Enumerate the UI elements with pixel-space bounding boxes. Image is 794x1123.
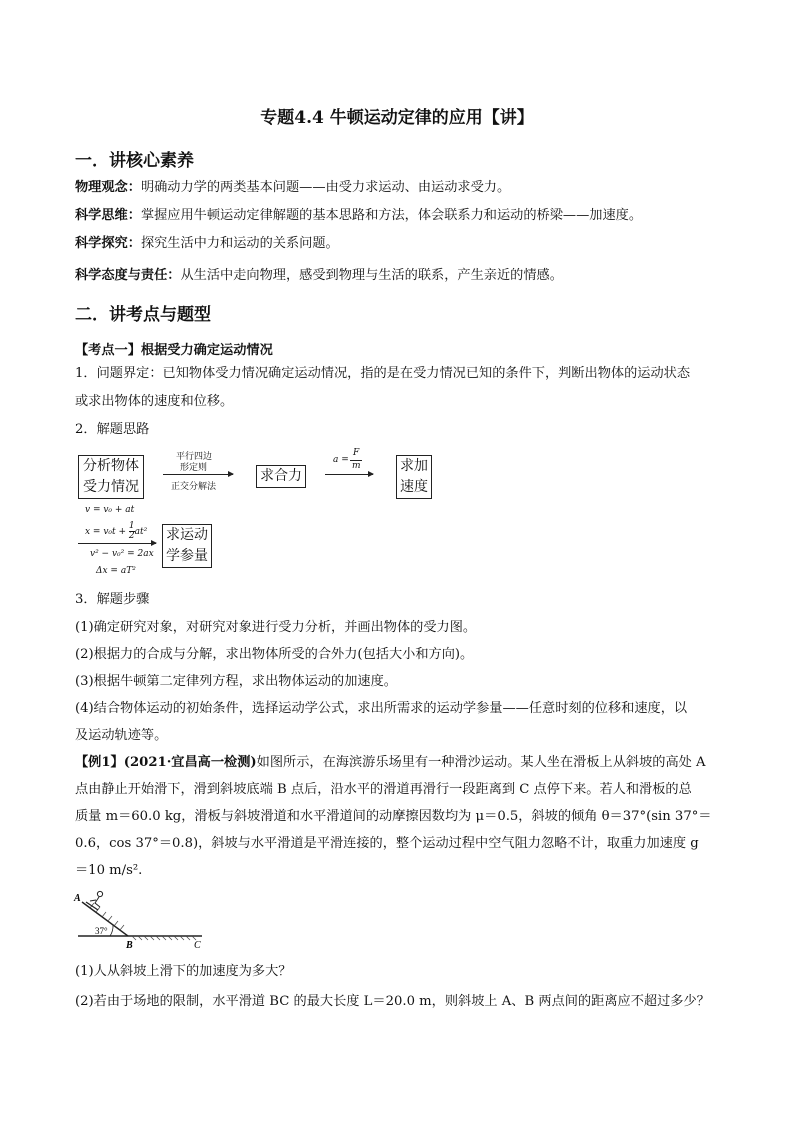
core-item-text: 探究生活中力和运动的关系问题。 — [140, 236, 339, 251]
question-line: (1)人从斜坡上滑下的加速度为多大？ — [75, 964, 292, 979]
example-line — [75, 753, 725, 773]
flow-arrow — [78, 543, 156, 544]
formula-line: v² − v₀² = 2ax — [90, 549, 154, 559]
example-line: 质量 m＝60.0 kg，滑板与斜坡滑道和水平滑道间的动摩擦因数均为 μ＝0.5，斜坡的倾角 θ＝37°(sin 37°＝ — [75, 809, 712, 824]
formula-line: v = v₀ + at — [85, 505, 135, 515]
arrow-label: 正交分解法 — [171, 482, 217, 492]
core-item-label: 科学思维： — [75, 208, 141, 223]
formula-line: Δx = aT² — [96, 566, 136, 576]
core-item-text: 掌握应用牛顿运动定律解题的基本思路和方法，体会联系力和运动的桥梁——加速度。 — [140, 208, 643, 223]
flow-box-text: 分析物体 — [83, 458, 139, 474]
label-b: B — [126, 940, 133, 950]
example-tag: 【例1】 — [75, 755, 124, 770]
arrow-label: 形定则 — [180, 463, 208, 473]
example-source: (2021·宜昌高一检测) — [123, 755, 257, 770]
flow-arrow — [163, 474, 233, 475]
flow-box-text: 受力情况 — [83, 479, 139, 495]
flow-box-text: 求合力 — [260, 468, 302, 484]
step-line: (1)确定研究对象，对研究对象进行受力分析，并画出物体的受力图。 — [75, 620, 477, 635]
flow-box-text: 学参量 — [166, 548, 208, 564]
formula-part: at² — [134, 527, 148, 537]
step-line: (4)结合物体运动的初始条件，选择运动学公式，求出所需求的运动学参量——任意时刻的位移和速度，以 — [75, 701, 688, 716]
flow-box-text: 求运动 — [166, 527, 208, 543]
step-line: 及运动轨迹等。 — [75, 728, 168, 743]
formula-symbol: a — [333, 455, 339, 465]
core-item-2 — [75, 206, 725, 226]
label-a: A — [74, 893, 81, 904]
fraction-denominator: 2 — [128, 531, 135, 541]
label-c: C — [194, 940, 201, 950]
core-item-1 — [75, 178, 725, 198]
core-item-label: 物理观念： — [75, 180, 141, 195]
formula-part: x = v₀t + — [85, 527, 129, 537]
flow-box-text: 求加 — [400, 458, 428, 474]
flow-box-analyze — [78, 455, 144, 499]
angle-label: 37° — [95, 926, 108, 936]
example-text: 如图所示，在海滨游乐场里有一种滑沙运动。某人坐在滑板上从斜坡的高处 A — [256, 755, 706, 770]
paragraph-line: 1．问题界定：已知物体受力情况确定运动情况，指的是在受力情况已知的条件下，判断出物体的运动状态 — [75, 366, 691, 381]
formula-line — [85, 522, 147, 541]
example-line: 0.6，cos 37°＝0.8)，斜坡与水平滑道是平滑连接的，整个运动过程中空气阻力忽略不计，取重力加速度 g — [75, 836, 699, 851]
step-line: (3)根据牛顿第二定律列方程，求出物体运动的加速度。 — [75, 674, 397, 689]
core-item-4 — [75, 266, 725, 286]
core-item-text: 明确动力学的两类基本问题——由受力求运动、由运动求受力。 — [140, 180, 511, 195]
kaodian-heading: 【考点一】根据受力确定运动情况 — [75, 343, 273, 358]
section-heading-1: 一．讲核心素养 — [75, 151, 194, 171]
example-line: 点由静止开始滑下，滑到斜坡底端 B 点后，沿水平的滑道再滑行一段距离到 C 点停下来。若人和滑板的总 — [75, 782, 692, 797]
flow-box-kinematics — [162, 524, 212, 568]
example-line: ＝10 m/s². — [75, 863, 143, 878]
page-title: 专题4.4 牛顿运动定律的应用【讲】 — [260, 108, 534, 128]
angle-arc — [110, 925, 113, 936]
flow-box-net-force — [256, 465, 306, 488]
core-item-label: 科学态度与责任： — [75, 268, 181, 283]
fraction-numerator: 1 — [128, 521, 135, 531]
core-item-3 — [75, 234, 725, 254]
core-item-text: 从生活中走向物理，感受到物理与生活的联系，产生亲近的情感。 — [180, 268, 563, 283]
arrow-label — [333, 455, 349, 465]
paragraph-line: 或求出物体的速度和位移。 — [75, 394, 234, 409]
slope-figure — [70, 888, 210, 950]
flow-box-acceleration — [396, 455, 432, 499]
core-item-label: 科学探究： — [75, 236, 141, 251]
arrow-label: 平行四边 — [176, 452, 213, 462]
section-heading-2: 二．讲考点与题型 — [75, 305, 211, 325]
subheading-steps: 3．解题步骤 — [75, 592, 150, 607]
step-line: (2)根据力的合成与分解，求出物体所受的合外力(包括大小和方向)。 — [75, 647, 474, 662]
fraction-denominator: m — [352, 461, 361, 471]
formula-symbol: = — [338, 455, 349, 465]
subheading-thinking: 2．解题思路 — [75, 422, 150, 437]
flow-box-text: 速度 — [400, 479, 428, 495]
question-line: (2)若由于场地的限制，水平滑道 BC 的最大长度 L＝20.0 m，则斜坡上 A、B 两点间的距离应不超过多少？ — [75, 994, 710, 1009]
fraction-numerator: F — [353, 448, 360, 458]
flow-arrow — [325, 474, 373, 475]
